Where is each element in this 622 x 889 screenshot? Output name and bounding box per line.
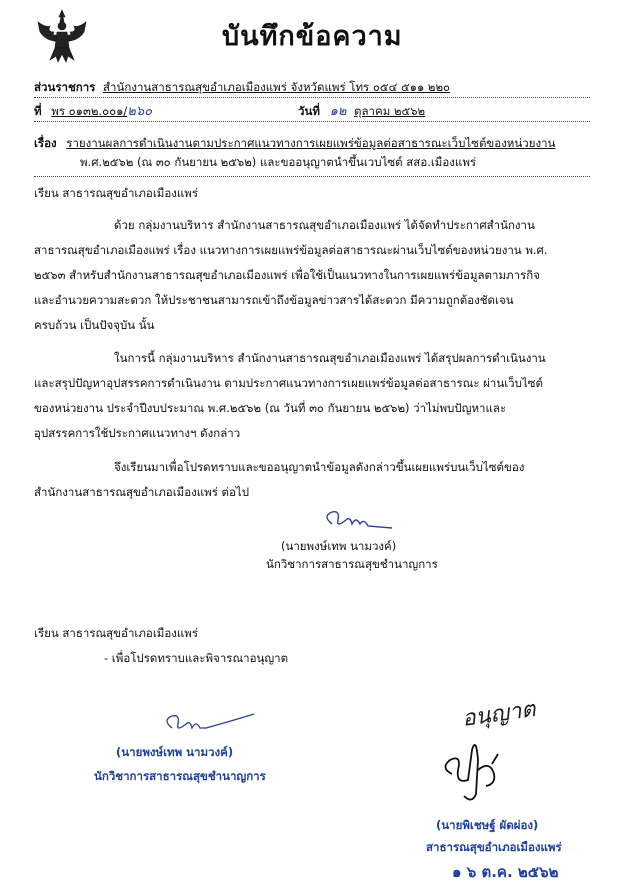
document-title: บันทึกข้อความ — [222, 21, 403, 52]
subject-label: เรื่อง — [34, 136, 57, 150]
approval-position: สาธารณสุขอำเภอเมืองแพร่ — [426, 840, 562, 854]
approval-signature-scribble — [432, 730, 522, 806]
signature-2-name: (นายพงษ์เทพ นามวงค์) — [116, 745, 234, 759]
forward-note: - เพื่อโปรดทราบและพิจารณาอนุญาต — [104, 651, 289, 665]
paragraph-3-line: จึงเรียนมาเพื่อโปรดทราบและขออนุญาตนำข้อมูลดังกล่าวขึ้นเผยแพร่บนเว็บไซต์ของ — [114, 460, 525, 474]
subject-line-2: พ.ศ.๒๕๖๒ (ณ ๓๐ กันยายน ๒๕๖๒) และขออนุญาตนำขึ้นเวบไซต์ สสอ.เมืองแพร่ — [80, 155, 477, 169]
paragraph-3-line: สำนักงานสาธารณสุขอำเภอเมืองแพร่ ต่อไป — [34, 485, 250, 499]
signature-1-name: (นายพงษ์เทพ นามวงค์) — [281, 539, 397, 553]
agency-label: ส่วนราชการ — [34, 80, 96, 94]
paragraph-2-line: และสรุปปัญหาอุปสรรคการดำเนินงาน ตามประกาศแนวทางการเผยแพร่ข้อมูลต่อสาธารณะ ผ่านเว็บไซต์ — [34, 376, 543, 390]
signature-2-position: นักวิชาการสาธารณสุขชำนาญการ — [94, 769, 266, 783]
ref-value: พร ๐๑๓๒.๐๐๑/ — [51, 104, 128, 118]
ref-label: ที่ — [34, 104, 42, 118]
date-day: ๑๒ — [329, 104, 347, 119]
subject-row — [34, 136, 555, 151]
subject-line-1: รายงานผลการดำเนินงานตามประกาศแนวทางการเผยแพร่ข้อมูลต่อสาธารณะเว็บไซต์ของหน่วยงาน — [66, 136, 556, 150]
paragraph-2-line: อุปสรรคการใช้ประกาศแนวทางฯ ดังกล่าว — [34, 426, 241, 440]
agency-value: สำนักงานสาธารณสุขอำเภอเมืองแพร่ จังหวัดแพร่ โทร ๐๕๔ ๕๑๑ ๒๒๐ — [103, 80, 451, 94]
approval-date: ๑ ๖ ต.ค. ๒๕๖๒ — [452, 863, 559, 881]
garuda-emblem-icon — [36, 8, 88, 64]
approval-handwritten: อนุญาต — [460, 696, 538, 732]
paragraph-1-line: และอำนวยความสะดวก ให้ประชาชนสามารถเข้าถึงข้อมูลข่าวสารได้สะดวก มีความถูกต้องชัดเจน — [34, 293, 514, 307]
ref-handwritten: ๒๖๐ — [127, 104, 153, 119]
paragraph-1-line: ครบถ้วน เป็นปัจจุบัน นั้น — [34, 318, 155, 332]
agency-row — [34, 80, 450, 95]
paragraph-2-line: ในการนี้ กลุ่มงานบริหาร สำนักงานสาธารณสุขอำเภอเมืองแพร่ ได้สรุปผลการดำเนินงาน — [114, 351, 546, 365]
paragraph-1-line: ด้วย กลุ่มงานบริหาร สำนักงานสาธารณสุขอำเภอเมืองแพร่ ได้จัดทำประกาศสำนักงาน — [114, 218, 535, 232]
ref-row — [34, 104, 152, 119]
approval-name: (นายพิเชษฐ์ ผัดผ่อง) — [436, 818, 539, 832]
signature-1-position: นักวิชาการสาธารณสุขชำนาญการ — [266, 557, 438, 571]
signature-2-scribble — [158, 706, 258, 740]
date-row — [298, 104, 425, 119]
signature-1-scribble — [318, 506, 398, 538]
forward-salutation: เรียน สาธารณสุขอำเภอเมืองแพร่ — [34, 626, 199, 640]
salutation: เรียน สาธารณสุขอำเภอเมืองแพร่ — [34, 186, 199, 200]
date-label: วันที่ — [298, 104, 320, 118]
date-month-year: ตุลาคม ๒๕๖๒ — [354, 104, 426, 118]
paragraph-2-line: ของหน่วยงาน ประจำปีงบประมาณ พ.ศ.๒๕๖๒ (ณ วันที่ ๓๐ กันยายน ๒๕๖๒) ว่าไม่พบปัญหาและ — [34, 401, 507, 415]
paragraph-1-line: สาธารณสุขอำเภอเมืองแพร่ เรื่อง แนวทางการเผยแพร่ข้อมูลต่อสาธารณะผ่านเว็บไซต์ของหน่วยงาน พ.ศ. — [34, 243, 548, 257]
paragraph-1-line: ๒๕๖๓ สำหรับสำนักงานสาธารณสุขอำเภอเมืองแพร่ เพื่อใช้เป็นแนวทางในการเผยแพร่ข้อมูลตามภารกิจ — [34, 268, 540, 282]
